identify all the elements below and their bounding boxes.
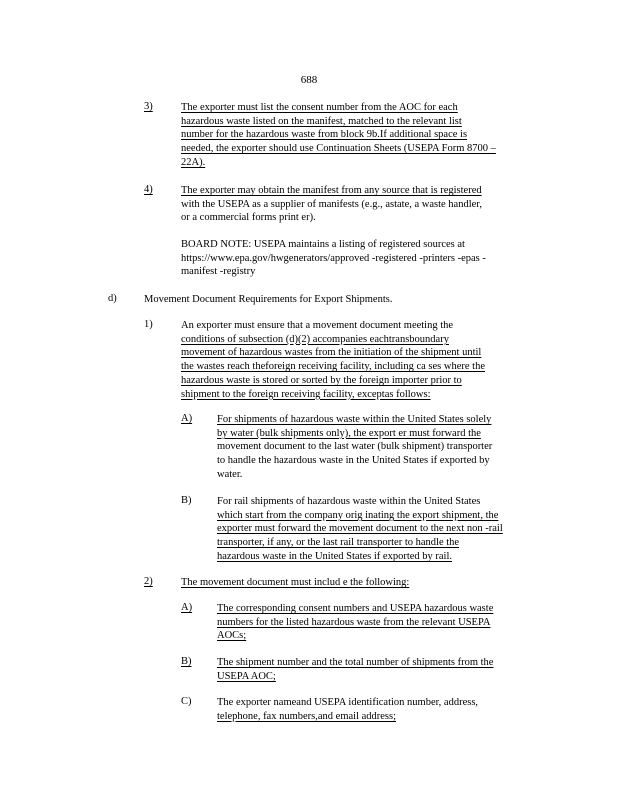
- board-note: [181, 238, 521, 279]
- text-line: AOCs;: [217, 630, 247, 642]
- text-line: by water (bulk shipments only), the export er must forward the: [217, 427, 481, 439]
- text-line: USEPA AOC;: [217, 670, 276, 682]
- subsection-d1-B-text: [217, 495, 541, 564]
- text-line: BOARD NOTE: USEPA maintains a listing of registered sources at: [181, 239, 465, 250]
- text-line: The shipment number and the total number of shipments from the: [217, 657, 494, 668]
- text-line: telephone, fax numbers,and email address;: [217, 710, 397, 722]
- text-line: the wastes reach theforeign receiving facility, including ca ses where the: [181, 361, 485, 373]
- text-line: numbers for the listed hazardous waste from the relevant USEPA: [217, 616, 491, 628]
- text-line: to handle the hazardous waste in the United States if exported by: [217, 455, 490, 467]
- heading-text: Movement Document Requirements for Export Shipments.: [144, 294, 393, 305]
- text-line: conditions of subsection (d)(2) accompanies eachtransboundary: [181, 333, 449, 345]
- text-line: An exporter must ensure that a movement document meeting the: [181, 320, 454, 331]
- marker-d2-A: A): [181, 602, 193, 613]
- text-line: The exporter must list the consent number from the AOC for each: [181, 102, 458, 113]
- text-line: The movement document must includ e the following:: [181, 577, 410, 588]
- text-line: The exporter nameand USEPA identification number, address,: [217, 697, 479, 708]
- text-line: For shipments of hazardous waste within the United States solely: [217, 414, 492, 425]
- text-line: shipment to the foreign receiving facility, exceptas follows:: [181, 388, 431, 400]
- subsection-d2-C-text: [217, 696, 513, 723]
- text-line: The exporter may obtain the manifest from any source that is registered: [181, 185, 482, 196]
- marker-d1-A: A): [181, 413, 193, 424]
- marker-d2: 2): [144, 576, 153, 587]
- subsection-d2-B-text: [217, 656, 535, 683]
- marker-d1: 1): [144, 319, 153, 330]
- text-line: hazardous waste is stored or sorted by the foreign importer prior to: [181, 374, 462, 386]
- text-line: movement of hazardous wastes from the initiation of the shipment until: [181, 347, 482, 359]
- text-line: hazardous waste in the United States if exported by rail.: [217, 550, 453, 562]
- text-line: with the USEPA as a supplier of manifests (e.g., astate, a waste handler,: [181, 198, 482, 210]
- subsection-d1-A-text: [217, 413, 531, 482]
- subsection-4-text: [181, 184, 529, 225]
- text-line: https://www.epa.gov/hwgenerators/approved -registered -printers -epas -: [181, 252, 486, 264]
- text-line: number for the hazardous waste from block 9b.If additional space is: [181, 129, 468, 141]
- text-line: water.: [217, 468, 243, 480]
- marker-d2-B: B): [181, 656, 192, 667]
- text-line: The corresponding consent numbers and USEPA hazardous waste: [217, 603, 494, 614]
- marker-3: 3): [144, 101, 153, 112]
- text-line: exporter must forward the movement document to the next non -rail: [217, 523, 503, 535]
- text-line: transporter, if any, or the last rail transporter to handle the: [217, 537, 460, 549]
- marker-d2-C: C): [181, 696, 192, 707]
- text-line: which start from the company orig inating the export shipment, the: [217, 509, 499, 521]
- subsection-d2-text: [181, 576, 409, 590]
- subsection-d1-text: [181, 319, 529, 401]
- marker-4: 4): [144, 184, 153, 195]
- text-line: needed, the exporter should use Continuation Sheets (USEPA Form 8700 –: [181, 143, 496, 155]
- text-line: movement document to the last water (bulk shipment) transporter: [217, 441, 493, 453]
- marker-d1-B: B): [181, 495, 192, 506]
- section-d-heading: [144, 293, 392, 307]
- text-line: 22A).: [181, 156, 206, 168]
- text-line: manifest -registry: [181, 266, 256, 278]
- subsection-d2-A-text: [217, 602, 535, 643]
- marker-d: d): [108, 293, 117, 304]
- text-line: hazardous waste listed on the manifest, matched to the relevant list: [181, 115, 462, 127]
- subsection-3-text: [181, 101, 540, 170]
- text-line: For rail shipments of hazardous waste within the United States: [217, 496, 481, 507]
- text-line: or a commercial forms print er).: [181, 212, 316, 224]
- page-number: 688: [300, 74, 318, 86]
